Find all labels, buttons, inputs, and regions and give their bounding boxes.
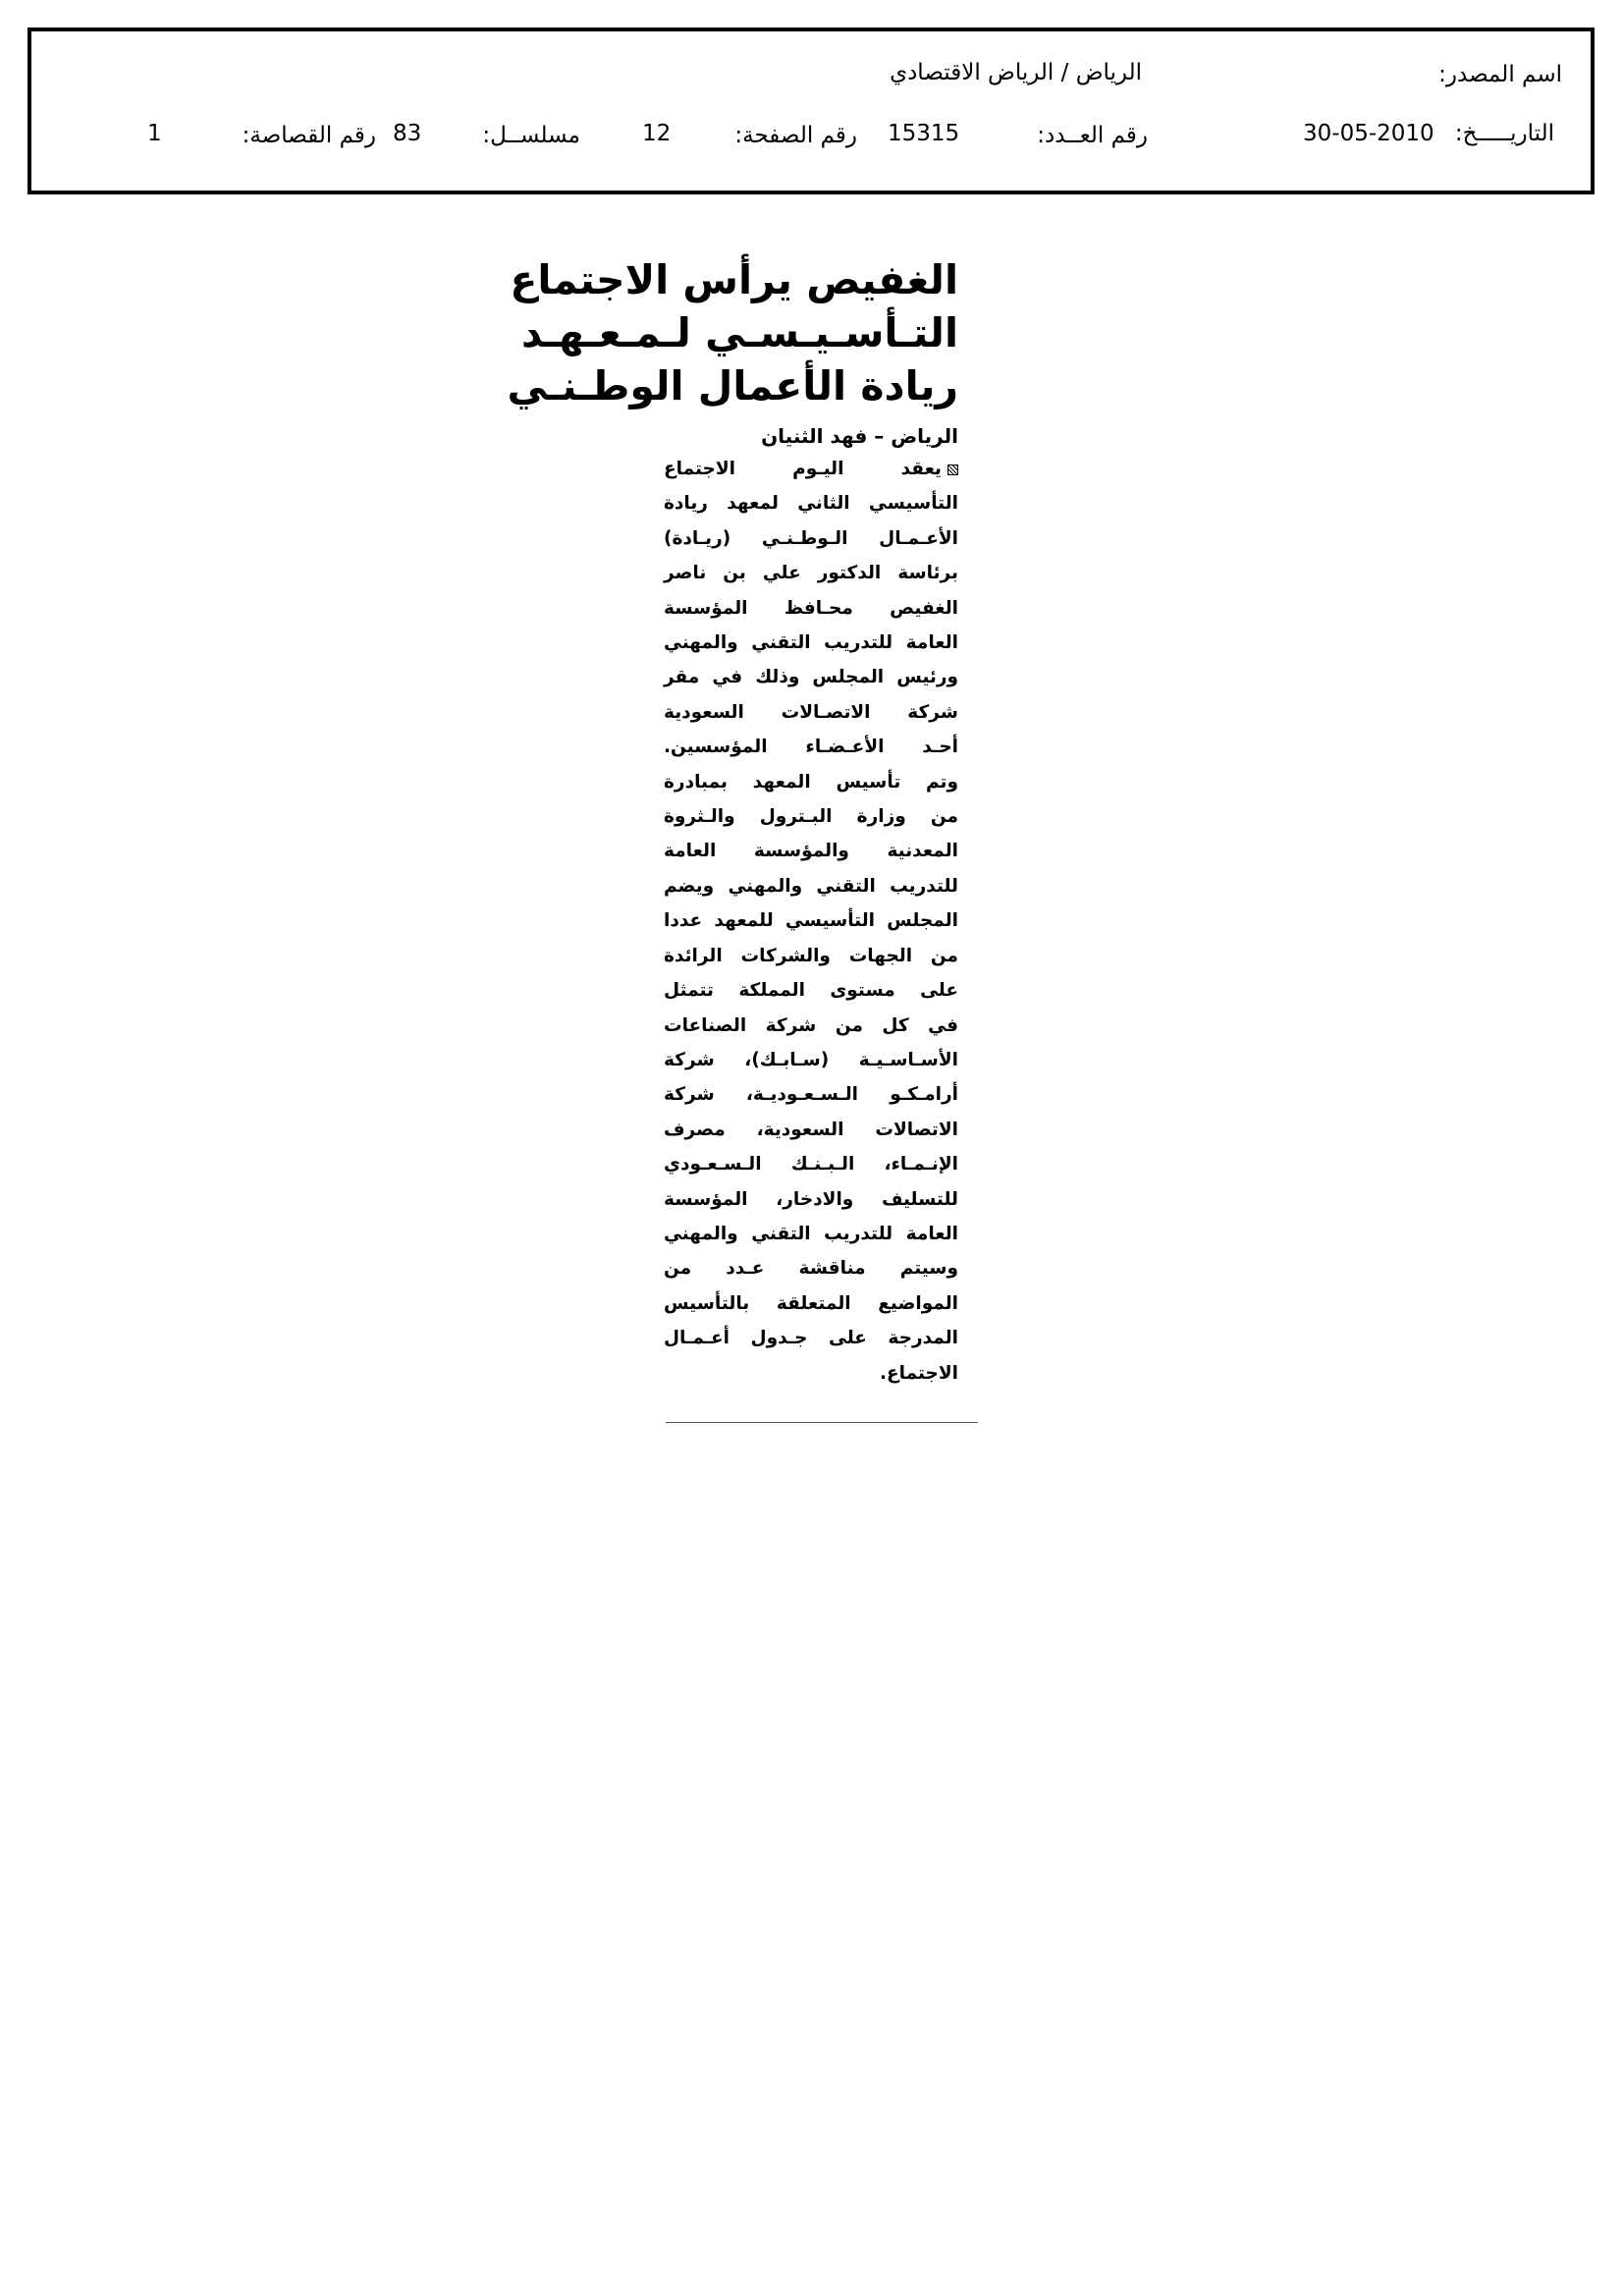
body-line: العامة للتدريب التقني والمهني xyxy=(664,1223,958,1244)
body-line: المجلس التأسيسي للمعهد عددا xyxy=(664,910,958,932)
page-value: 12 xyxy=(642,121,672,146)
body-line: للتسليف والادخار، المؤسسة xyxy=(664,1188,958,1210)
source-value: الرياض / الرياض الاقتصادي xyxy=(890,60,1142,85)
body-line: الاتصالات السعودية، مصرف xyxy=(664,1119,958,1140)
clip-label: رقم القصاصة: xyxy=(242,123,376,148)
body-line: شركة الاتصـالات السعودية xyxy=(664,701,958,723)
clipping-header-box xyxy=(27,27,1595,194)
article-headline xyxy=(507,253,958,412)
body-line: المعدنية والمؤسسة العامة xyxy=(664,841,958,862)
body-line: وتم تأسيس المعهد بمبادرة xyxy=(664,771,958,793)
body-line: الأعـمـال الـوطـنـي (ريـادة) xyxy=(664,527,958,549)
body-line: برئاسة الدكتور علي بن ناصر xyxy=(664,563,958,584)
serial-value: 83 xyxy=(393,121,422,146)
body-line: من الجهات والشركات الرائدة xyxy=(664,945,958,966)
body-line: الغفيص محـافظ المؤسسة xyxy=(664,597,958,619)
body-line: الاجتماع. xyxy=(879,1362,958,1384)
body-line: العامة للتدريب التقني والمهني xyxy=(664,632,958,654)
body-line: يعقد اليـوم الاجتماع xyxy=(664,459,942,479)
article-byline: الرياض – فهد الثنيان xyxy=(761,424,958,448)
body-line: الإنـمـاء، الـبـنـك الـسـعـودي xyxy=(664,1154,958,1175)
square-bullet-icon xyxy=(947,465,958,475)
article-body xyxy=(664,452,958,1391)
body-line: على مستوى المملكة تتمثل xyxy=(664,980,958,1002)
body-line: التأسيسي الثاني لمعهد ريادة xyxy=(664,493,958,515)
article-end-rule xyxy=(666,1422,978,1423)
body-line: في كل من شركة الصناعات xyxy=(664,1014,958,1036)
body-line: المواضيع المتعلقة بالتأسيس xyxy=(664,1292,958,1314)
article-clipping xyxy=(507,253,958,1391)
source-label: اسم المصدر: xyxy=(1438,62,1562,87)
body-line: الأسـاسـيـة (سـابـك)، شركة xyxy=(664,1049,958,1070)
body-line: ورئيس المجلس وذلك في مقر xyxy=(664,667,958,688)
body-line: من وزارة البـترول والـثروة xyxy=(664,806,958,828)
body-line: أحـد الأعـضـاء المؤسسين. xyxy=(664,737,958,758)
issue-value: 15315 xyxy=(888,121,960,146)
page-label: رقم الصفحة: xyxy=(734,123,857,148)
body-line: للتدريب التقني والمهني ويضم xyxy=(664,875,958,897)
date-value: 30-05-2010 xyxy=(1303,121,1434,146)
clip-value: 1 xyxy=(147,121,162,146)
serial-label: مسلســل: xyxy=(482,123,580,148)
body-line: أرامـكـو الـسـعـوديـة، شركة xyxy=(664,1084,958,1106)
headline-line: الغفيص يرأس الاجتماع xyxy=(510,256,958,303)
body-line: وسيتم مناقشة عـدد من xyxy=(664,1258,958,1280)
headline-line: ريادة الأعمال الوطـنـي xyxy=(507,362,958,410)
issue-label: رقم العــدد: xyxy=(1037,123,1148,148)
headline-line: التـأسـيـسـي لـمـعـهـد xyxy=(521,309,958,356)
date-label: التاريـــــخ: xyxy=(1454,121,1554,146)
body-line-first xyxy=(664,452,958,486)
body-line: المدرجة على جـدول أعـمـال xyxy=(664,1328,958,1349)
